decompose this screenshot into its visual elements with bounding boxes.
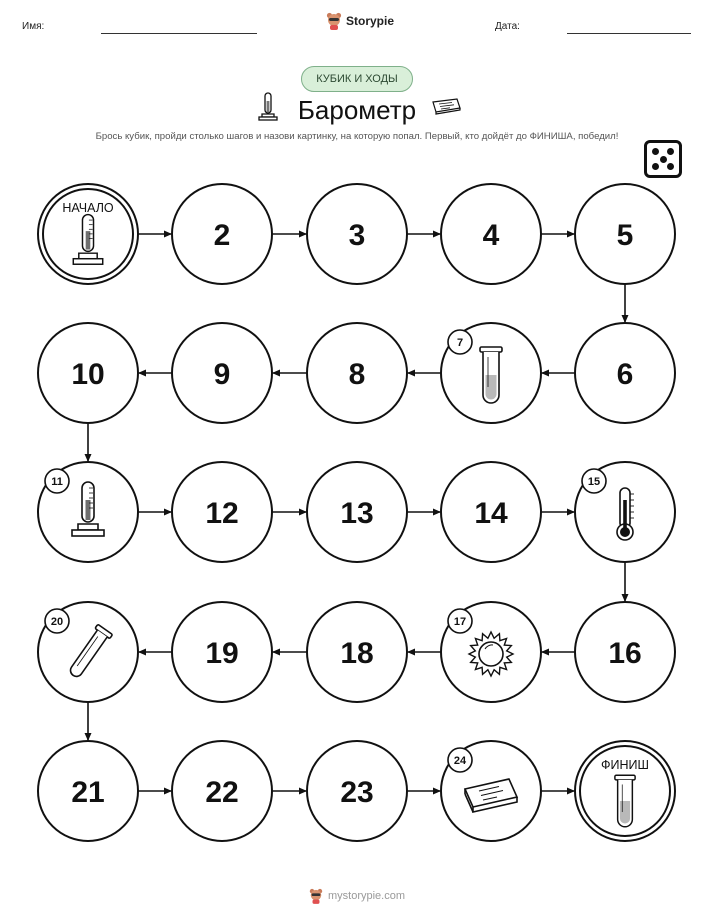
board-cell-22[interactable] bbox=[172, 741, 272, 841]
cell-number: 16 bbox=[608, 637, 642, 670]
board-cell-9[interactable] bbox=[172, 323, 272, 423]
board-cell-19[interactable] bbox=[172, 602, 272, 702]
cell-number: 19 bbox=[205, 637, 239, 670]
board-cell-2[interactable] bbox=[172, 184, 272, 284]
page-title: Барометр bbox=[297, 95, 417, 125]
board-cell-23[interactable] bbox=[307, 741, 407, 841]
name-label: Имя: bbox=[22, 21, 45, 32]
start-label: НАЧАЛО bbox=[62, 201, 114, 215]
board-cell-1[interactable] bbox=[38, 184, 138, 284]
svg-text:11: 11 bbox=[51, 476, 63, 488]
board-cell-25[interactable] bbox=[575, 741, 675, 841]
board-cell-16[interactable] bbox=[575, 602, 675, 702]
finish-label: ФИНИШ bbox=[601, 758, 649, 772]
board-cell-14[interactable] bbox=[441, 462, 541, 562]
svg-text:17: 17 bbox=[453, 616, 467, 628]
test-tube-icon bbox=[615, 775, 635, 827]
svg-text:15: 15 bbox=[587, 476, 601, 488]
board-cell-6[interactable] bbox=[575, 323, 675, 423]
svg-text:24: 24 bbox=[453, 755, 467, 767]
board-cell-17[interactable] bbox=[441, 602, 541, 702]
cell-number: 9 bbox=[213, 358, 231, 391]
board-cell-18[interactable] bbox=[307, 602, 407, 702]
board-cell-21[interactable] bbox=[38, 741, 138, 841]
cell-number-badge bbox=[45, 609, 69, 633]
brand-name: Storypie bbox=[346, 14, 395, 28]
board-cell-11[interactable] bbox=[38, 462, 138, 562]
cell-number-badge bbox=[45, 469, 69, 493]
cell-number: 14 bbox=[474, 497, 508, 530]
board-cells bbox=[38, 184, 675, 841]
date-label: Дата: bbox=[495, 21, 520, 32]
cell-number: 13 bbox=[340, 497, 374, 530]
cell-number: 12 bbox=[205, 497, 239, 530]
cell-number: 3 bbox=[348, 219, 366, 252]
board-cell-7[interactable] bbox=[441, 323, 541, 423]
cell-number: 21 bbox=[71, 776, 105, 809]
board-cell-10[interactable] bbox=[38, 323, 138, 423]
cell-number-badge bbox=[448, 609, 472, 633]
footer bbox=[0, 888, 714, 904]
board-cell-4[interactable] bbox=[441, 184, 541, 284]
cell-number: 23 bbox=[340, 776, 374, 809]
cell-number-badge bbox=[448, 748, 472, 772]
board-cell-5[interactable] bbox=[575, 184, 675, 284]
svg-text:7: 7 bbox=[456, 337, 464, 349]
cell-number: 5 bbox=[616, 219, 634, 252]
cell-number: 2 bbox=[213, 219, 231, 252]
board-cell-8[interactable] bbox=[307, 323, 407, 423]
bear-mascot-icon bbox=[309, 888, 323, 904]
instructions: Брось кубик, пройди столько шагов и назови картинку, на которую попал. Первый, кто дойдёт до ФИНИША, победил! bbox=[95, 131, 619, 142]
board-cell-24[interactable] bbox=[441, 741, 541, 841]
board-cell-20[interactable] bbox=[38, 602, 138, 702]
cell-number: 8 bbox=[348, 358, 366, 391]
cell-number-badge bbox=[582, 469, 606, 493]
test-tube-icon bbox=[480, 347, 502, 403]
board-cell-12[interactable] bbox=[172, 462, 272, 562]
cell-number: 4 bbox=[482, 219, 500, 252]
sun-icon bbox=[469, 632, 513, 676]
cell-number: 10 bbox=[71, 358, 105, 391]
board-cell-3[interactable] bbox=[307, 184, 407, 284]
footer-site[interactable]: mystorypie.com bbox=[327, 890, 406, 902]
cell-number: 18 bbox=[340, 637, 374, 670]
board-cell-15[interactable] bbox=[575, 462, 675, 562]
cell-number: 6 bbox=[616, 358, 634, 391]
svg-text:20: 20 bbox=[50, 616, 64, 628]
cell-number: 22 bbox=[205, 776, 239, 809]
category-tag: КУБИК И ХОДЫ bbox=[301, 66, 413, 92]
board-cell-13[interactable] bbox=[307, 462, 407, 562]
cell-number-badge bbox=[448, 330, 472, 354]
